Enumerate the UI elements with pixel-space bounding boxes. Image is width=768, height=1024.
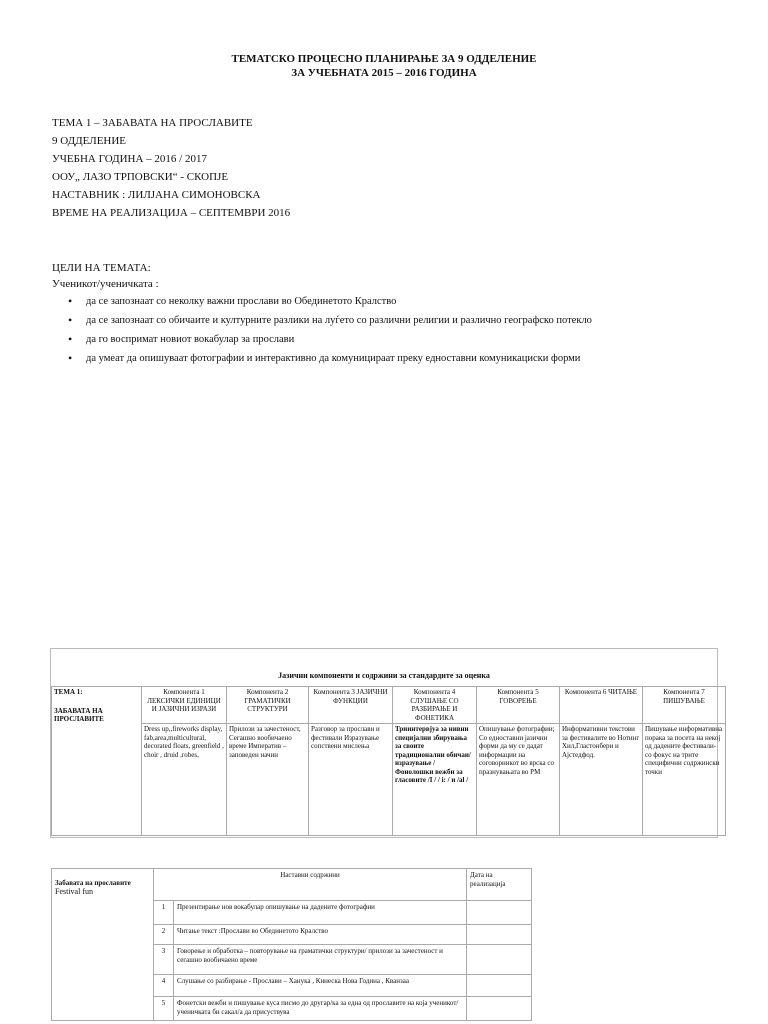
goal-item: • да умеат да опишуваат фотографии и интерактивно да комуницираат преку едноставни комуникациски форми	[52, 349, 592, 368]
lessons-table	[51, 868, 532, 1021]
lesson-number: 4	[154, 975, 174, 997]
goal-item: • да се запознаат со обичаите и културните разлики на луѓето со различни религии и различно географско потекло	[52, 311, 592, 330]
cell-component-4: Триинтервјуа за нивни специјални збирувања за своите традиционални обичаи/изразување / Фонолошки вежби за гласовите /I / / i: / и /al /	[393, 724, 477, 836]
cell-component-2: Прилози за зачестеност, Сегашно вообичаено време Императив – заповеден начин	[227, 724, 309, 836]
lesson-content: Говорење и обработка – повторување на граматички структури/ прилози за зачестеност и сегашно вообичаено време	[174, 945, 467, 975]
theme-label: ТЕМА 1:	[54, 688, 83, 696]
lessons-theme-cell	[52, 869, 154, 1021]
header-component-5: Компонента 5 ГОВОРЕЊЕ	[477, 687, 560, 724]
goal-item: • да се запознаат со неколку важни прослави во Обединетото Кралство	[52, 292, 592, 311]
lesson-number: 1	[154, 901, 174, 925]
document-title-line1: ТЕМАТСКО ПРОЦЕСНО ПЛАНИРАЊЕ ЗА 9 ОДДЕЛЕНИЕ	[231, 53, 537, 65]
goals-section	[52, 260, 151, 276]
info-line-school-year: УЧЕБНА ГОДИНА – 2016 / 2017	[52, 153, 207, 165]
lessons-header-row	[52, 869, 532, 901]
lesson-date	[467, 945, 532, 975]
lessons-theme-title: Забавата на прославите	[55, 879, 131, 887]
lessons-theme-subtitle: Festival fun	[55, 886, 93, 896]
info-block	[52, 114, 290, 222]
header-component-3: Компонента 3 ЈАЗИЧНИ ФУНКЦИИ	[309, 687, 393, 724]
info-line-school: ООУ„ ЛАЗО ТРПОВСКИ“ - СКОПЈЕ	[52, 171, 229, 183]
lesson-content: Презентирање нов вокабулар опишување на дадените фотографии	[174, 901, 467, 925]
components-content-row	[52, 724, 726, 836]
header-component-2: Компонента 2 ГРАМАТИЧКИ СТРУКТУРИ	[227, 687, 309, 724]
header-component-1: Компонента 1 ЛЕКСИЧКИ ЕДИНИЦИ И ЈАЗИЧНИ ИЗРАЗИ	[142, 687, 227, 724]
lessons-content-header: Наставни содржини	[154, 869, 467, 901]
info-line-period: ВРЕМЕ НА РЕАЛИЗАЦИЈА – СЕПТЕМВРИ 2016	[52, 207, 291, 219]
goals-heading: ЦЕЛИ НА ТЕМАТА:	[52, 262, 151, 274]
header-component-6: Компонента 6 ЧИТАЊЕ	[560, 687, 643, 724]
lesson-number: 3	[154, 945, 174, 975]
goals-list	[52, 292, 592, 368]
lesson-content: Фонетски вежби и пишување куса писмо до другар/ка за една од прославите на која ученикот/ученичката би сакал/а да присуствува	[174, 997, 467, 1021]
cell-component-3: Разговор за прослави и фестивали Изразување сопствени мислења	[309, 724, 393, 836]
components-table	[51, 686, 726, 836]
header-component-4: Компонента 4 СЛУШАЊЕ СО РАЗБИРАЊЕ И ФОНЕТИКА	[393, 687, 477, 724]
cell-component-6: Информативни текстови за фестивалите во Нотинг Хил,Гластонбери и Ајстедфод.	[560, 724, 643, 836]
header-component-7: Компонента 7 ПИШУВАЊЕ	[643, 687, 726, 724]
lesson-content: Слушање со разбирање - Прослави – Ханука , Кинеска Нова Година , Кванзаа	[174, 975, 467, 997]
lesson-content: Читање текст :Прослави во Обединетото Кралство	[174, 925, 467, 945]
components-table-title: Јазични компоненти и содржини за стандардите за оценка	[278, 671, 490, 680]
document-title-line2: ЗА УЧЕБНАТА 2015 – 2016 ГОДИНА	[291, 67, 477, 79]
goal-item: • да го воспримат новиот вокабулар за прослави	[52, 330, 592, 349]
info-line-grade: 9 ОДДЕЛЕНИЕ	[52, 135, 127, 147]
theme-cell	[52, 687, 142, 836]
lesson-number: 2	[154, 925, 174, 945]
cell-component-5: Опишување фотографии; Со едноставни јазични форми да му се дадат информации на соговорникот во врска со празнувањата во РМ	[477, 724, 560, 836]
cell-component-7: Пишување информативна порака за посета на некој од дадените фестивали- со фокус на трите специфични содржински точки	[643, 724, 726, 836]
info-line-teacher: НАСТАВНИК : ЛИЛЈАНА СИМОНОВСКА	[52, 189, 261, 201]
theme-name: ЗАБАВАТА НА ПРОСЛАВИТЕ	[54, 706, 104, 723]
lesson-date	[467, 997, 532, 1021]
lesson-date	[467, 975, 532, 997]
lessons-date-header: Дата на реализација	[467, 869, 532, 901]
lesson-date	[467, 925, 532, 945]
cell-component-1: Dress up,,fireworks display, fab,area,multicultural, decorated floats, greenfield , choir , druid ,robes,	[142, 724, 227, 836]
info-line-theme: ТЕМА 1 – ЗАБАВАТА НА ПРОСЛАВИТЕ	[52, 117, 253, 129]
lesson-number: 5	[154, 997, 174, 1021]
goals-subheading: Ученикот/ученичката :	[52, 278, 159, 290]
components-header-row	[52, 687, 726, 724]
lesson-date	[467, 901, 532, 925]
